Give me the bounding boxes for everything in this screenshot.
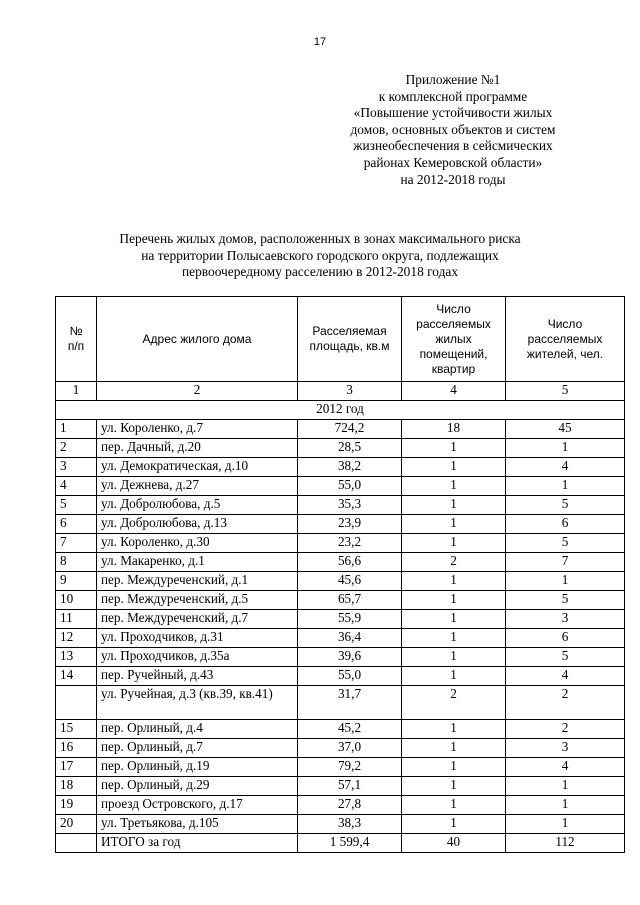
row-address: пер. Междуреченский, д.1 bbox=[97, 572, 298, 591]
row-residents: 3 bbox=[506, 739, 625, 758]
row-number: 20 bbox=[56, 815, 97, 834]
row-apartments: 1 bbox=[402, 739, 506, 758]
table-row bbox=[56, 591, 625, 610]
year-label: 2012 год bbox=[56, 401, 625, 420]
row-area: 56,6 bbox=[298, 553, 402, 572]
appendix-line: районах Кемеровской области» bbox=[363, 154, 543, 170]
header-residents: Число расселяемых жителей, чел. bbox=[506, 297, 625, 382]
row-number bbox=[56, 686, 97, 720]
row-number: 1 bbox=[56, 420, 97, 439]
row-address: пер. Орлиный, д.4 bbox=[97, 720, 298, 739]
row-residents: 5 bbox=[506, 534, 625, 553]
row-address: ул. Третьякова, д.105 bbox=[97, 815, 298, 834]
row-area: 38,2 bbox=[298, 458, 402, 477]
appendix-line: домов, основных объектов и систем bbox=[350, 121, 556, 137]
row-number: 4 bbox=[56, 477, 97, 496]
table-row bbox=[56, 610, 625, 629]
row-area: 45,6 bbox=[298, 572, 402, 591]
table-row bbox=[56, 758, 625, 777]
row-apartments: 1 bbox=[402, 758, 506, 777]
table-row bbox=[56, 439, 625, 458]
row-address: ул. Ручейная, д.3 (кв.39, кв.41) bbox=[97, 686, 298, 720]
column-number: 2 bbox=[97, 382, 298, 401]
row-apartments: 1 bbox=[402, 667, 506, 686]
column-number: 5 bbox=[506, 382, 625, 401]
row-address: пер. Междуреченский, д.7 bbox=[97, 610, 298, 629]
row-apartments: 1 bbox=[402, 439, 506, 458]
row-number: 11 bbox=[56, 610, 97, 629]
header-num: № п/п bbox=[56, 297, 97, 382]
row-address: ул. Демократическая, д.10 bbox=[97, 458, 298, 477]
row-area: 55,0 bbox=[298, 477, 402, 496]
row-area: 38,3 bbox=[298, 815, 402, 834]
row-apartments: 1 bbox=[402, 648, 506, 667]
title-line: Перечень жилых домов, расположенных в зонах максимального риска bbox=[119, 231, 521, 246]
row-area: 57,1 bbox=[298, 777, 402, 796]
row-apartments: 1 bbox=[402, 610, 506, 629]
row-area: 23,2 bbox=[298, 534, 402, 553]
appendix-line: на 2012-2018 годы bbox=[400, 171, 506, 187]
row-number: 16 bbox=[56, 739, 97, 758]
table-row bbox=[56, 420, 625, 439]
row-address: пер. Дачный, д.20 bbox=[97, 439, 298, 458]
row-residents: 2 bbox=[506, 720, 625, 739]
row-area: 31,7 bbox=[298, 686, 402, 720]
table-row bbox=[56, 648, 625, 667]
row-address: ул. Добролюбова, д.13 bbox=[97, 515, 298, 534]
row-area: 55,9 bbox=[298, 610, 402, 629]
row-residents: 1 bbox=[506, 477, 625, 496]
row-area: 37,0 bbox=[298, 739, 402, 758]
row-address: ул. Макаренко, д.1 bbox=[97, 553, 298, 572]
table-row bbox=[56, 572, 625, 591]
title-line: первоочередному расселению в 2012-2018 годах bbox=[181, 264, 459, 279]
row-residents: 6 bbox=[506, 629, 625, 648]
row-address: проезд Островского, д.17 bbox=[97, 796, 298, 815]
row-area: 724,2 bbox=[298, 420, 402, 439]
row-address: пер. Орлиный, д.19 bbox=[97, 758, 298, 777]
row-address: пер. Ручейный, д.43 bbox=[97, 667, 298, 686]
column-number: 4 bbox=[402, 382, 506, 401]
row-number: 18 bbox=[56, 777, 97, 796]
row-number: 9 bbox=[56, 572, 97, 591]
row-area: 79,2 bbox=[298, 758, 402, 777]
row-apartments: 1 bbox=[402, 572, 506, 591]
row-number: 19 bbox=[56, 796, 97, 815]
row-number: 5 bbox=[56, 496, 97, 515]
row-area: 35,3 bbox=[298, 496, 402, 515]
header-row bbox=[56, 297, 625, 382]
row-residents: 5 bbox=[506, 648, 625, 667]
row-area: 23,9 bbox=[298, 515, 402, 534]
table-row bbox=[56, 553, 625, 572]
row-residents: 4 bbox=[506, 458, 625, 477]
row-address: пер. Орлиный, д.7 bbox=[97, 739, 298, 758]
row-address: пер. Междуреченский, д.5 bbox=[97, 591, 298, 610]
table-row bbox=[56, 815, 625, 834]
row-residents: 112 bbox=[506, 834, 625, 853]
row-apartments: 1 bbox=[402, 515, 506, 534]
row-number: 2 bbox=[56, 439, 97, 458]
row-residents: 45 bbox=[506, 420, 625, 439]
total-row bbox=[56, 834, 625, 853]
row-residents: 1 bbox=[506, 796, 625, 815]
header-address: Адрес жилого дома bbox=[97, 297, 298, 382]
row-number bbox=[56, 834, 97, 853]
table-row bbox=[56, 534, 625, 553]
table-row bbox=[56, 629, 625, 648]
column-number-row bbox=[56, 382, 625, 401]
table-row bbox=[56, 477, 625, 496]
table-row bbox=[56, 458, 625, 477]
row-apartments: 1 bbox=[402, 496, 506, 515]
row-area: 39,6 bbox=[298, 648, 402, 667]
row-residents: 5 bbox=[506, 496, 625, 515]
appendix-line: жизнеобеспечения в сейсмических bbox=[353, 138, 553, 154]
row-number: 10 bbox=[56, 591, 97, 610]
row-address: ИТОГО за год bbox=[97, 834, 298, 853]
row-apartments: 1 bbox=[402, 777, 506, 796]
header-area: Расселяемая площадь, кв.м bbox=[298, 297, 402, 382]
row-number: 17 bbox=[56, 758, 97, 777]
row-address: ул. Дежнева, д.27 bbox=[97, 477, 298, 496]
page-number: 17 bbox=[313, 36, 327, 48]
row-area: 28,5 bbox=[298, 439, 402, 458]
row-apartments: 1 bbox=[402, 815, 506, 834]
row-apartments: 1 bbox=[402, 629, 506, 648]
row-residents: 1 bbox=[506, 439, 625, 458]
row-address: ул. Короленко, д.7 bbox=[97, 420, 298, 439]
table-row bbox=[56, 739, 625, 758]
table-row bbox=[56, 777, 625, 796]
row-residents: 7 bbox=[506, 553, 625, 572]
header-apartments: Число расселяемых жилых помещений, квартир bbox=[402, 297, 506, 382]
row-number: 7 bbox=[56, 534, 97, 553]
column-number: 1 bbox=[56, 382, 97, 401]
appendix-line: к комплексной программе bbox=[378, 88, 528, 104]
row-address: ул. Проходчиков, д.35а bbox=[97, 648, 298, 667]
row-residents: 1 bbox=[506, 572, 625, 591]
row-residents: 4 bbox=[506, 758, 625, 777]
row-residents: 5 bbox=[506, 591, 625, 610]
row-area: 27,8 bbox=[298, 796, 402, 815]
row-number: 15 bbox=[56, 720, 97, 739]
row-residents: 1 bbox=[506, 815, 625, 834]
row-area: 1 599,4 bbox=[298, 834, 402, 853]
row-area: 65,7 bbox=[298, 591, 402, 610]
row-apartments: 1 bbox=[402, 796, 506, 815]
table-row bbox=[56, 515, 625, 534]
row-area: 55,0 bbox=[298, 667, 402, 686]
row-number: 12 bbox=[56, 629, 97, 648]
row-address: ул. Короленко, д.30 bbox=[97, 534, 298, 553]
table-row bbox=[56, 796, 625, 815]
row-apartments: 1 bbox=[402, 534, 506, 553]
table-row bbox=[56, 720, 625, 739]
table-row bbox=[56, 496, 625, 515]
row-apartments: 1 bbox=[402, 458, 506, 477]
document-title bbox=[60, 231, 580, 281]
row-apartments: 1 bbox=[402, 720, 506, 739]
row-number: 13 bbox=[56, 648, 97, 667]
row-apartments: 1 bbox=[402, 477, 506, 496]
table-row bbox=[56, 667, 625, 686]
row-address: пер. Орлиный, д.29 bbox=[97, 777, 298, 796]
table-row bbox=[56, 686, 625, 720]
row-residents: 1 bbox=[506, 777, 625, 796]
row-area: 36,4 bbox=[298, 629, 402, 648]
row-apartments: 2 bbox=[402, 686, 506, 720]
row-apartments: 40 bbox=[402, 834, 506, 853]
row-address: ул. Добролюбова, д.5 bbox=[97, 496, 298, 515]
column-number: 3 bbox=[298, 382, 402, 401]
row-residents: 3 bbox=[506, 610, 625, 629]
row-number: 8 bbox=[56, 553, 97, 572]
row-number: 6 bbox=[56, 515, 97, 534]
row-residents: 6 bbox=[506, 515, 625, 534]
row-number: 3 bbox=[56, 458, 97, 477]
row-number: 14 bbox=[56, 667, 97, 686]
appendix-heading bbox=[318, 72, 588, 188]
row-residents: 4 bbox=[506, 667, 625, 686]
row-apartments: 2 bbox=[402, 553, 506, 572]
appendix-line: Приложение №1 bbox=[405, 72, 501, 87]
row-apartments: 1 bbox=[402, 591, 506, 610]
row-address: ул. Проходчиков, д.31 bbox=[97, 629, 298, 648]
row-area: 45,2 bbox=[298, 720, 402, 739]
year-row bbox=[56, 401, 625, 420]
row-apartments: 18 bbox=[402, 420, 506, 439]
housing-table bbox=[55, 296, 625, 853]
appendix-line: «Повышение устойчивости жилых bbox=[353, 105, 553, 121]
title-line: на территории Полысаевского городского округа, подлежащих bbox=[141, 247, 499, 263]
row-residents: 2 bbox=[506, 686, 625, 720]
